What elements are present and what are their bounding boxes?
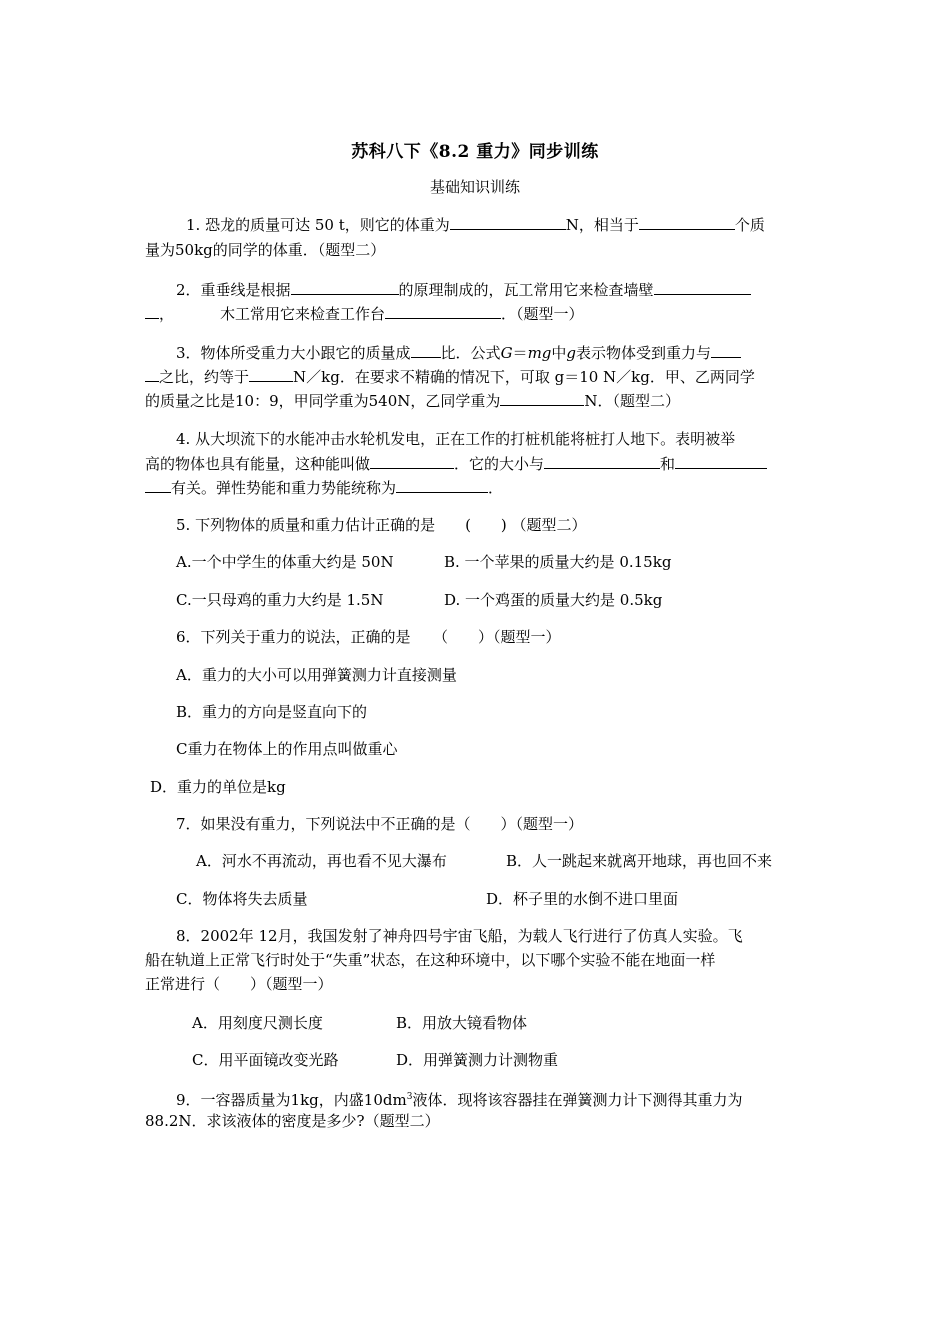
answer-blank	[639, 214, 735, 230]
question-6-stem: 6．下列关于重力的说法，正确的是 （ ）（题型一）	[176, 628, 561, 646]
question-1-line-1: 1. 恐龙的质量可达 50 t，则它的体重为 N，相当于 个质	[186, 216, 765, 234]
answer-blank	[370, 453, 454, 469]
answer-blank	[396, 477, 488, 493]
question-7-option-c: C．物体将失去质量	[176, 890, 308, 908]
question-7-stem: 7．如果没有重力，下列说法中不正确的是（ ）（题型一）	[176, 815, 584, 833]
question-6-option-d: D．重力的单位是kg	[150, 778, 286, 796]
question-4-line-3: 有关。弹性势能和重力势能统称为 ．	[145, 477, 503, 498]
question-8-option-c: C．用平面镜改变光路	[192, 1051, 339, 1069]
answer-blank	[291, 279, 399, 295]
question-8-line-1: 8．2002年 12月，我国发射了神舟四号宇宙飞船，为载人飞行进行了仿真人实验。飞	[176, 927, 743, 945]
question-3-line-2: 之比，约等于 N／kg．在要求不精确的情况下，可取 g＝10 N／kg．甲、乙两同学	[145, 366, 755, 387]
question-7-option-b: B．人一跳起来就离开地球，再也回不来	[506, 852, 773, 870]
answer-blank	[385, 303, 501, 319]
section-subtitle: 基础知识训练	[429, 178, 520, 196]
question-3-line-3: 的质量之比是10：9，甲同学重为540N，乙同学重为 N．（题型二）	[145, 392, 681, 410]
answer-blank	[145, 477, 171, 493]
question-5-option-b: B. 一个苹果的质量大约是 0.15kg	[444, 553, 672, 571]
answer-blank	[500, 390, 584, 406]
question-6-option-a: A．重力的大小可以用弹簧测力计直接测量	[176, 666, 457, 684]
question-1-line-2: 量为50kg的同学的体重．（题型二）	[145, 241, 386, 259]
answer-blank	[675, 453, 767, 469]
question-6-option-c: C重力在物体上的作用点叫做重心	[176, 740, 398, 758]
answer-blank	[450, 214, 566, 230]
answer-blank	[544, 453, 660, 469]
answer-blank	[711, 342, 741, 358]
answer-blank	[654, 279, 751, 295]
question-5-option-c: C.一只母鸡的重力大约是 1.5N	[176, 591, 384, 609]
question-6-option-b: B．重力的方向是竖直向下的	[176, 703, 368, 721]
question-7-option-a: A．河水不再流动，再也看不见大瀑布	[196, 852, 447, 870]
question-2-line-2: ， 木工常用它来检查工作台 ．（题型一）	[145, 303, 584, 324]
question-5-option-d: D. 一个鸡蛋的质量大约是 0.5kg	[444, 591, 663, 609]
question-3-line-1: 3．物体所受重力大小跟它的质量成 比．公式G＝mg中g表示物体受到重力与	[176, 342, 741, 363]
question-9-line-2: 88.2N．求该液体的密度是多少?（题型二）	[145, 1112, 440, 1130]
question-2-line-1: 2．重垂线是根据 的原理制成的，瓦工常用它来检查墙壁	[176, 279, 751, 300]
question-9-line-1: 9．一容器质量为1kg，内盛$10dm^3$液体．现将该容器挂在弹簧测力计下测得其重力为	[176, 1091, 743, 1109]
question-5-option-a: A.一个中学生的体重大约是 50N	[176, 553, 394, 571]
question-5-stem: 5. 下列物体的质量和重力估计正确的是 ( ) （题型二）	[176, 516, 587, 534]
question-7-option-d: D．杯子里的水倒不进口里面	[486, 890, 679, 908]
question-8-line-2: 船在轨道上正常飞行时处于“失重”状态，在这种环境中，以下哪个实验不能在地面一样	[145, 951, 716, 969]
answer-blank	[145, 366, 159, 382]
answer-blank	[249, 366, 293, 382]
question-8-option-d: D．用弹簧测力计测物重	[396, 1051, 559, 1069]
question-8-line-3: 正常进行（ ）（题型一）	[145, 975, 333, 993]
answer-blank	[411, 342, 441, 358]
answer-blank	[145, 303, 159, 319]
question-8-option-a: A．用刻度尺测长度	[192, 1014, 323, 1032]
question-4-line-2: 高的物体也具有能量，这种能叫做 ．它的大小与 和	[145, 453, 767, 474]
question-8-option-b: B．用放大镜看物体	[396, 1014, 528, 1032]
question-4-line-1: 4. 从大坝流下的水能冲击水轮机发电，正在工作的打桩机能将桩打人地下。表明被举	[176, 430, 736, 448]
page-title: 苏科八下《8.2 重力》同步训练	[351, 142, 599, 162]
